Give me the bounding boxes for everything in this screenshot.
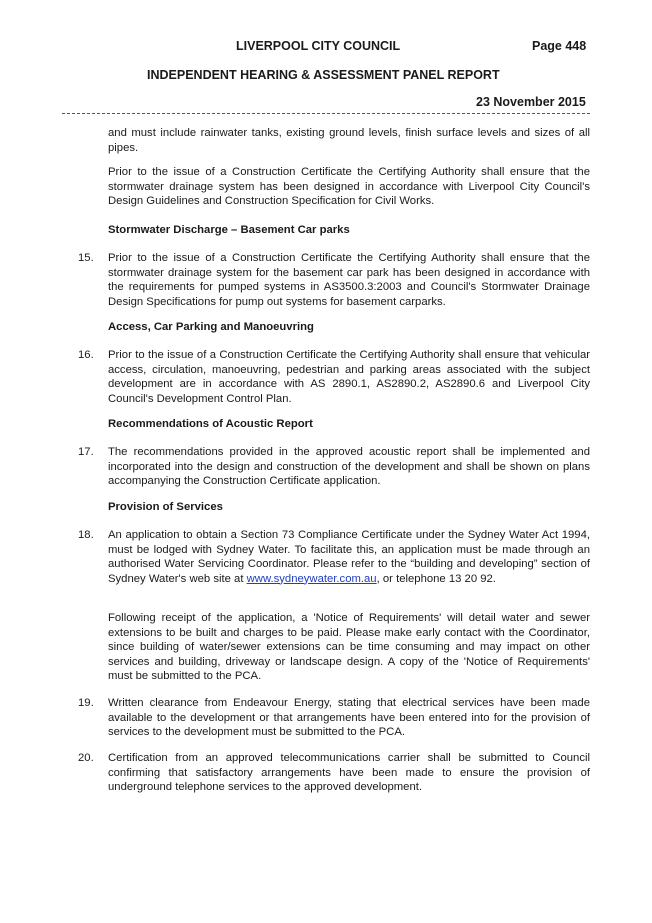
heading-access-parking: Access, Car Parking and Manoeuvring: [108, 321, 314, 333]
report-title: INDEPENDENT HEARING & ASSESSMENT PANEL REPORT: [147, 68, 500, 82]
heading-acoustic-report: Recommendations of Acoustic Report: [108, 418, 313, 430]
paragraph-continuation: and must include rainwater tanks, existing ground levels, finish surface levels and sizes of all pipes.: [108, 127, 590, 154]
condition-number-15: 15.: [78, 252, 94, 264]
page-number: Page 448: [532, 39, 587, 53]
sydney-water-link[interactable]: www.sydneywater.com.au: [246, 572, 377, 585]
condition-18-text: An application to obtain a Section 73 Compliance Certificate under the Sydney Water Act 1994, must be lodged with Sydney Water. To facilitate this, an application must be made through an authorised Water Servicing Coordinator. Please refer to the “building and developing” section of Sydney Water's web site at: [108, 529, 590, 585]
report-date: 23 November 2015: [476, 95, 586, 109]
condition-19: Written clearance from Endeavour Energy, stating that electrical services have been made available to the development or that arrangements have been entered into for the provision of services to the development must be submitted to the PCA.: [108, 697, 590, 738]
condition-number-17: 17.: [78, 446, 94, 458]
condition-number-18: 18.: [78, 529, 94, 541]
condition-number-19: 19.: [78, 697, 94, 709]
condition-16: Prior to the issue of a Construction Certificate the Certifying Authority shall ensure that vehicular access, circulation, manoeuvring, pedestrian and parking areas associated with the subject development are in accordance with AS 2890.1, AS2890.2, AS2890.6 and Liverpool City Council's Development Control Plan.: [108, 349, 590, 405]
council-name: LIVERPOOL CITY COUNCIL: [236, 39, 401, 53]
condition-number-16: 16.: [78, 349, 94, 361]
heading-stormwater-discharge: Stormwater Discharge – Basement Car parks: [108, 224, 350, 236]
condition-number-20: 20.: [78, 752, 94, 764]
condition-20: Certification from an approved telecommunications carrier shall be submitted to Council confirming that satisfactory arrangements have been made to ensure the provision of underground telephone services to the approved development.: [108, 752, 590, 793]
paragraph-stormwater-design: Prior to the issue of a Construction Certificate the Certifying Authority shall ensure that the stormwater drainage system has been designed in accordance with Liverpool City Council's Design Guidelines and Construction Specification for Civil Works.: [108, 166, 590, 207]
condition-18-text-end: , or telephone 13 20 92.: [376, 572, 496, 585]
condition-18-notice: Following receipt of the application, a 'Notice of Requirements' will detail water and sewer extensions to be built and charges to be paid. Please make early contact with the Coordinator, since building of water/sewer extensions can be time consuming and may impact on other services and building, driveway or landscape design. A copy of the 'Notice of Requirements' must be submitted to the PCA.: [108, 612, 590, 682]
condition-18: [108, 528, 590, 586]
condition-15: Prior to the issue of a Construction Certificate the Certifying Authority shall ensure that the stormwater drainage system for the basement car park has been designed in accordance with the requirements for pumped systems in AS3500.3:2003 and Council's Stormwater Drainage Design Specifications for pump out systems for basement carparks.: [108, 252, 590, 308]
condition-17: The recommendations provided in the approved acoustic report shall be implemented and incorporated into the design and construction of the development and shall be shown on plans accompanying the Construction Certificate application.: [108, 446, 590, 487]
heading-provision-of-services: Provision of Services: [108, 501, 223, 513]
header-divider: [62, 113, 590, 114]
